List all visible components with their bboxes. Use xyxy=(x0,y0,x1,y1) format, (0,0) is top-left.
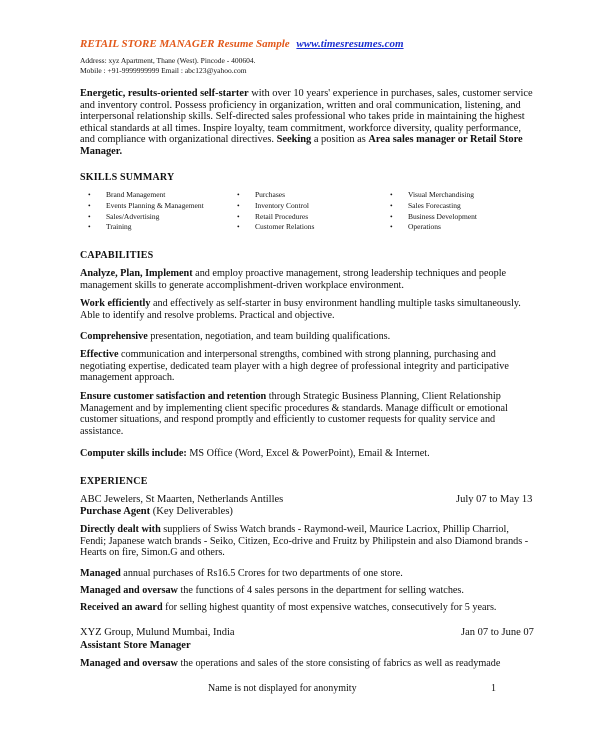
summary-seeking: Seeking xyxy=(276,134,312,146)
summary-goal: Area sales manager or Retail Store Manager. xyxy=(80,134,523,157)
capability-item: Effective communication and interpersonal strengths, combined with strong planning, purchasing and negotiating expertise, dedicated team player with a high degree of professional integrity and participative management approach. xyxy=(80,349,509,384)
skills-heading: SKILLS SUMMARY xyxy=(80,172,175,183)
job2-duty: Managed and oversaw the operations and sales of the store consisting of fabrics as well as readymade xyxy=(80,658,501,669)
address-line: Address: xyz Apartment, Thane (West). Pincode - 400604. xyxy=(80,56,256,65)
skill-item: • Customer Relations xyxy=(237,222,315,232)
job2-title: Assistant Store Manager xyxy=(80,640,191,651)
skill-item: • Purchases xyxy=(237,190,285,199)
skill-item: • Training xyxy=(88,222,132,232)
capability-item: Ensure customer satisfaction and retention through Strategic Business Planning, Client Relationship Management and by implementing client specific procedures & standards. Manage difficult or emotional customer situations, and respond promptly and efficiently to customer requests for quality service and assistance. xyxy=(80,391,508,437)
job1-company: ABC Jewelers, St Maarten, Netherlands Antilles xyxy=(80,494,284,505)
skill-item: • Sales Forecasting xyxy=(390,200,461,210)
capability-item: Comprehensive presentation, negotiation, and team building qualifications. xyxy=(80,331,391,342)
summary-text-2: a position as xyxy=(311,134,369,146)
contact-line: Mobile : +91-9999999999 Email : abc123@yahoo.com xyxy=(80,66,247,75)
job1-dates: July 07 to May 13 xyxy=(456,494,533,505)
job1-duty: Managed and oversaw the functions of 4 sales persons in the department for selling watches. xyxy=(80,585,464,596)
skills-column-1 xyxy=(88,190,204,233)
job2-dates: Jan 07 to June 07 xyxy=(461,627,534,638)
job1-duty: Directly dealt with suppliers of Swiss Watch brands - Raymond-weil, Maurice Lacriox, Phillip Charriol, Fendi; Japanese watch brands - Seiko, Citizen, Eco-drive and Fruitz by Philipstein and also Diamond brands - Hearts on fire, Simon.G and others. xyxy=(80,524,529,559)
skills-column-2 xyxy=(237,190,314,233)
job2-company: XYZ Group, Mulund Mumbai, India xyxy=(80,627,235,638)
capability-item: Computer skills include: MS Office (Word, Excel & PowerPoint), Email & Internet. xyxy=(80,448,430,459)
skill-item: • Business Development xyxy=(390,211,477,221)
skill-item: • Retail Procedures xyxy=(237,211,309,221)
summary-paragraph xyxy=(80,88,535,158)
skill-item: • Inventory Control xyxy=(237,200,309,210)
page-number: 1 xyxy=(491,683,496,694)
skill-item: • Events Planning & Management xyxy=(88,200,204,210)
job1-duty: Managed annual purchases of Rs16.5 Crores for two departments of one store. xyxy=(80,568,403,579)
capability-item: Work efficiently and effectively as self-starter in busy environment handling multiple tasks simultaneously. Able to identify and resolve problems. Practical and objective. xyxy=(80,298,521,321)
job1-duty: Received an award for selling highest quantity of most expensive watches, consecutively for 5 years. xyxy=(80,602,497,613)
skill-item: • Brand Management xyxy=(88,190,166,199)
skill-item: • Sales/Advertising xyxy=(88,211,160,221)
capabilities-heading: CAPABILITIES xyxy=(80,250,154,261)
skill-item: • Operations xyxy=(390,222,441,232)
website-link[interactable]: www.timesresumes.com xyxy=(296,38,404,50)
job1-title: Purchase Agent (Key Deliverables) xyxy=(80,506,233,517)
title-text: RETAIL STORE MANAGER Resume Sample xyxy=(80,38,290,50)
summary-text: with over 10 years' experience in purchases, sales, customer service and inventory control. Possess proficiency in organization, written and oral communication, listening, and interpersonal relationship skills. Self-directed sales professional who takes pride in maintaining the highest ethical standards at all times. Inspire loyalty, team commitment, workforce diversity, quality performance, and compliance with organizational directives. xyxy=(80,88,533,146)
experience-heading: EXPERIENCE xyxy=(80,476,148,487)
summary-lead: Energetic, results-oriented self-starter xyxy=(80,88,249,99)
skills-column-3 xyxy=(390,190,477,233)
footer-note: Name is not displayed for anonymity xyxy=(208,683,357,694)
skill-item: • Visual Merchandising xyxy=(390,190,474,199)
resume-title xyxy=(80,38,404,50)
capability-item: Analyze, Plan, Implement and employ proactive management, strong leadership techniques and people management skills to generate accomplishment-driven workplace environment. xyxy=(80,268,507,291)
